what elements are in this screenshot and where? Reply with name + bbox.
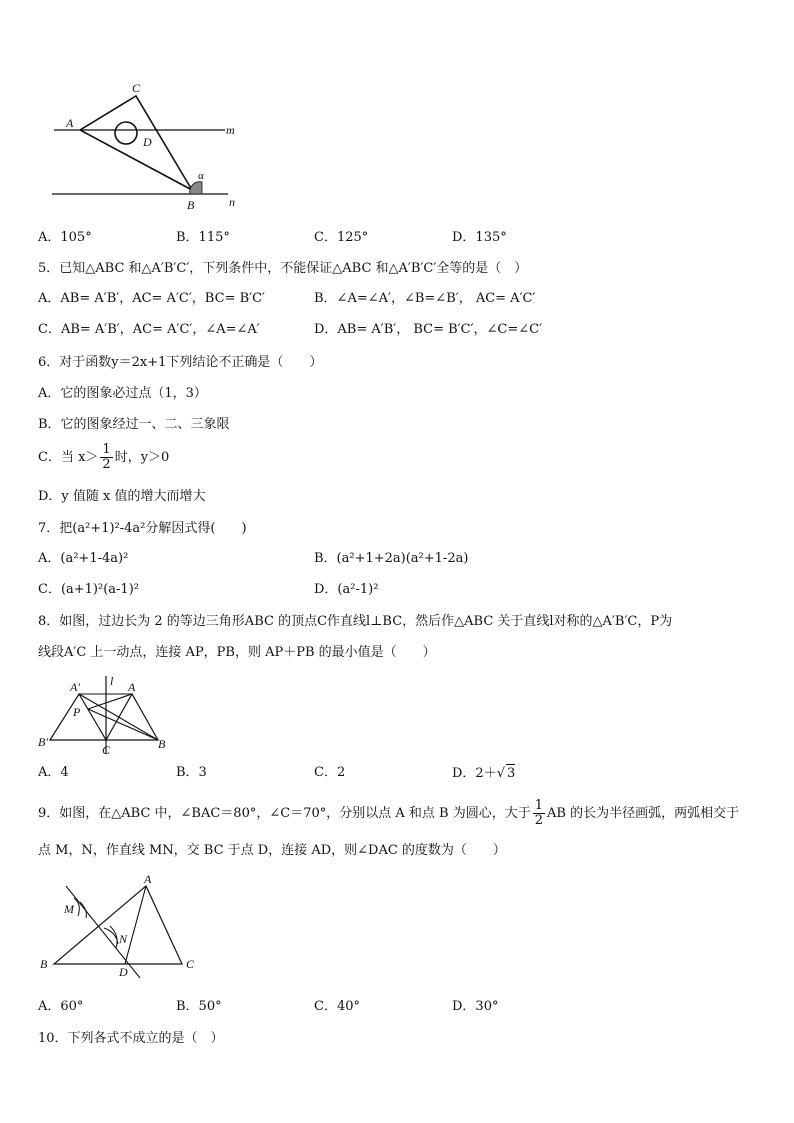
- q4-option-a[interactable]: A．105°: [38, 230, 92, 245]
- triangle-abc: [54, 886, 182, 964]
- triangle-abc: [106, 694, 158, 740]
- q9-stem-prefix: 9．如图，在△ABC 中，∠BAC＝80°，∠C＝70°，分别以点 A 和点 B 为圆心，大于: [38, 806, 531, 821]
- label-b: B: [158, 737, 166, 751]
- fraction-denominator: 2: [102, 457, 111, 472]
- label-m: m: [226, 123, 235, 137]
- label-n: n: [229, 195, 235, 209]
- label-m: M: [64, 902, 74, 916]
- triangle-abc: [80, 96, 192, 190]
- segment-a1-b: [79, 694, 158, 740]
- q7-option-c[interactable]: C．(a+1)²(a-1)²: [38, 582, 139, 597]
- label-p: P: [73, 705, 81, 719]
- label-a: A: [66, 116, 74, 130]
- fraction-one-half: [533, 799, 545, 828]
- inscribed-circle: [115, 122, 137, 144]
- q9-figure: [36, 872, 206, 982]
- q7-stem: 7．把(a²+1)²-4a²分解因式得( ): [38, 521, 247, 536]
- q5-option-b[interactable]: B．∠A=∠A′，∠B=∠B′， AC= A′C′: [314, 291, 536, 306]
- label-c: C: [132, 81, 141, 95]
- q6-option-c-prefix: C．当 x＞: [38, 450, 99, 465]
- q6-option-b[interactable]: B．它的图象经过一、二、三象限: [38, 417, 230, 432]
- q8-stem-line2: 线段A′C 上一动点，连接 AP，PB，则 AP＋PB 的最小值是（ ）: [38, 645, 436, 660]
- label-a-prime: A′: [70, 680, 80, 694]
- label-a: A: [128, 680, 136, 694]
- q8-option-d-prefix: D．2＋: [452, 766, 497, 781]
- label-d: D: [119, 965, 128, 979]
- segment-pb: [88, 709, 158, 740]
- q10-stem: 10．下列各式不成立的是（ ）: [38, 1031, 224, 1046]
- label-a: A: [144, 872, 152, 886]
- label-c: C: [102, 743, 111, 756]
- q5-option-d[interactable]: D．AB= A′B′， BC= B′C′，∠C=∠C′: [314, 322, 543, 337]
- fraction-denominator: 2: [534, 813, 543, 828]
- q6-option-a[interactable]: A．它的图象必过点（1，3）: [38, 386, 207, 401]
- q5-option-c[interactable]: C．AB= A′B′，AC= A′C′，∠A=∠A′: [38, 322, 260, 337]
- q9-option-d[interactable]: D．30°: [452, 999, 499, 1014]
- arc-m-1: [74, 898, 79, 916]
- q8-stem-line1: 8．如图，过边长为 2 的等边三角形ABC 的顶点C作直线l⊥BC，然后作△ABC 关于直线l对称的△A′B′C，P为: [38, 614, 673, 629]
- q4-option-b[interactable]: B．115°: [176, 230, 230, 245]
- q6-stem: 6．对于函数y＝2x+1下列结论不正确是（ ）: [38, 355, 323, 370]
- angle-alpha-arc: [190, 182, 202, 194]
- q8-option-d[interactable]: [452, 764, 515, 783]
- q4-figure: [40, 72, 260, 217]
- q5-option-a[interactable]: A．AB= A′B′，AC= A′C′，BC= B′C′: [38, 291, 265, 306]
- fraction-numerator: 1: [534, 798, 543, 813]
- fraction-numerator: 1: [102, 442, 111, 457]
- q8-option-a[interactable]: A．4: [38, 765, 69, 780]
- q9-option-b[interactable]: B．50°: [176, 999, 222, 1014]
- sqrt-radicand: 3: [507, 766, 516, 781]
- label-l: l: [110, 674, 114, 688]
- q9-stem-line1[interactable]: [38, 798, 739, 830]
- label-alpha: α: [198, 170, 204, 182]
- label-b: B: [40, 957, 48, 971]
- label-b-prime: B′: [38, 735, 48, 749]
- q5-stem: 5．已知△ABC 和△A′B′C′，下列条件中，不能保证△ABC 和△A′B′C′全等的是（ ）: [38, 261, 528, 276]
- label-n: N: [119, 932, 128, 946]
- q8-option-b[interactable]: B．3: [176, 765, 207, 780]
- q9-option-a[interactable]: A．60°: [38, 999, 84, 1014]
- q4-option-d[interactable]: D．135°: [452, 230, 507, 245]
- q7-option-b[interactable]: B．(a²+1+2a)(a²+1-2a): [314, 551, 469, 566]
- q7-option-a[interactable]: A．(a²+1-4a)²: [38, 551, 129, 566]
- q8-option-c[interactable]: C．2: [314, 765, 346, 780]
- q6-option-c-suffix: 时，y＞0: [114, 450, 170, 465]
- q7-option-d[interactable]: D．(a²-1)²: [314, 582, 379, 597]
- q6-option-c[interactable]: [38, 442, 169, 474]
- q8-figure: [36, 674, 176, 756]
- label-d: D: [143, 135, 152, 149]
- q4-option-c[interactable]: C．125°: [314, 230, 369, 245]
- sqrt-sign: √: [496, 766, 505, 781]
- label-b: B: [187, 198, 195, 212]
- segment-ad: [125, 886, 146, 964]
- q6-option-d[interactable]: D．y 值随 x 值的增大而增大: [38, 489, 206, 504]
- label-c: C: [186, 957, 195, 971]
- fraction-one-half: [100, 443, 112, 472]
- q9-option-c[interactable]: C．40°: [314, 999, 360, 1014]
- q9-stem-suffix: AB 的长为半径画弧，两弧相交于: [547, 806, 740, 821]
- q9-stem-line2: 点 M，N，作直线 MN，交 BC 于点 D，连接 AD，则∠DAC 的度数为（ ）: [38, 843, 506, 858]
